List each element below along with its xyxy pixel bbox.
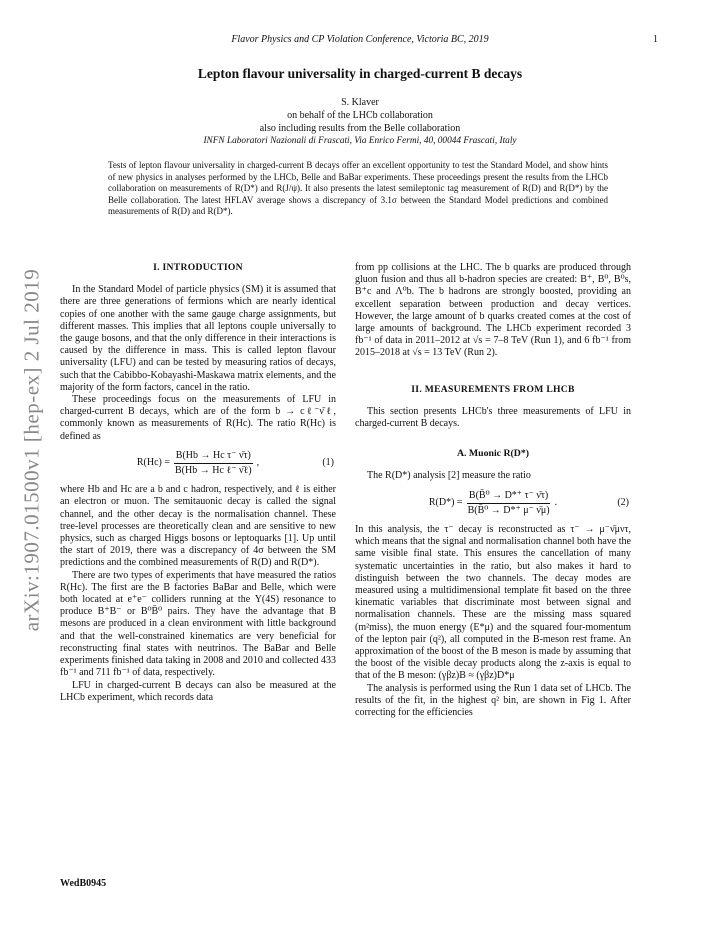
paragraph: where Hb and Hc are a b and c hadron, respectively, and ℓ is either an electron or muon. The semitauonic decay is called the signal channel, and the other decay is the normalisation channel. These tree-level processes are theoretically clean and are sensitive to new physics, such as charged Higgs bosons or leptoquarks [1]. Up until the start of 2019, there was a discrepancy of 4σ between the SM predictions and the combined measurements of R(D) and R(D*).: [60, 484, 336, 569]
arxiv-stamp: arXiv:1907.01500v1 [hep-ex] 2 Jul 2019: [19, 268, 44, 632]
equation-number: (1): [322, 457, 334, 469]
equation-fraction: [173, 450, 254, 477]
subsection-title-muonic: A. Muonic R(D*): [456, 448, 530, 460]
equation-denominator: B(B̄⁰ → D*⁺ μ⁻ ν̄μ): [467, 504, 550, 516]
paragraph: This section presents LHCb's three measurements of LFU in charged-current B decays.: [355, 405, 631, 430]
equation-numerator: B(Hb → Hc τ⁻ ν̄τ): [174, 450, 253, 464]
paragraph: These proceedings focus on the measurements of LFU in charged-current B decays, which are of the form b → cℓ⁻ν̄ℓ, commonly known as measurements of R(Hc). The ratio R(Hc) is defined as: [60, 394, 336, 442]
page-number: 1: [653, 34, 658, 45]
author-affiliation-2: also including results from the Belle collaboration: [259, 123, 461, 134]
author-name: S. Klaver: [341, 97, 379, 108]
equation-1: [60, 450, 336, 477]
equation-denominator: B(Hb → Hc ℓ⁻ ν̄ℓ): [175, 465, 252, 477]
paragraph: LFU in charged-current B decays can also be measured at the LHCb experiment, which records data: [60, 679, 336, 703]
equation-numerator: B(B̄⁰ → D*⁺ τ⁻ ν̄τ): [467, 490, 550, 504]
equation-lhs: R(D*) =: [428, 497, 463, 509]
author-institution: INFN Laboratori Nazionali di Frascati, Via Enrico Fermi, 40, 00044 Frascati, Italy: [203, 136, 517, 146]
paragraph: There are two types of experiments that have measured the ratios R(Hc). The first are the B factories BaBar and Belle, which were both located at e⁺e⁻ colliders running at the Υ(4S) resonance to produce B⁺B⁻ or B⁰B̄⁰ pairs. They have the advantage that B mesons are produced in a clean environment with little background and that the well-constrained kinematics are very beneficial for reconstructing final states with neutrinos. The BaBar and Belle experiments finished data taking in 2008 and 2010 and collected 433 fb⁻¹ and 711 fb⁻¹ of data, respectively.: [60, 569, 336, 679]
running-head: Flavor Physics and CP Violation Conference, Victoria BC, 2019: [231, 34, 489, 45]
section-title-introduction: I. INTRODUCTION: [153, 262, 243, 273]
paragraph: In the Standard Model of particle physics (SM) it is assumed that there are three generations of fermions which are nearly identical copies of one another with the same gauge charge assignments, but different masses. This implies that all leptons couple universally to the gauge bosons, and that the only difference in their interactions is caused by the difference in mass. This is called lepton flavour universality (LFU) and can be tested by measuring ratios of decays, such that the Cabibbo-Kobayashi-Maskawa matrix elements, and the majority of the form factors, cancel in the ratio.: [60, 284, 336, 393]
abstract: Tests of lepton flavour universality in charged-current B decays offer an excellent opportunity to test the Standard Model, and show hints of new physics in analyses performed by the LHCb, Belle and BaBar experiments. These proceedings present the results from the LHCb collaboration on measurements of R(D*) and R(J/ψ). It also presents the latest semileptonic tag measurement of R(D) and R(D*) by the Belle collaboration. The latest HFLAV average shows a discrepancy of 3.1σ between the Standard Model predictions and combined measurements of R(D) and R(D*).: [108, 160, 608, 217]
right-column: [355, 262, 631, 719]
paragraph: The R(D*) analysis [2] measure the ratio: [367, 470, 531, 482]
equation-tail: ,: [256, 457, 260, 469]
paragraph: The analysis is performed using the Run 1 data set of LHCb. The results of the fit, in the highest q² bin, are shown in Fig 1. After correcting for the efficiencies: [355, 682, 631, 719]
equation-lhs: R(Hc) =: [136, 457, 171, 469]
paragraph: In this analysis, the τ⁻ decay is reconstructed as τ⁻ → μ⁻ν̄μντ, which means that the signal and normalisation channel both have the same visible final state. This ensures the cancellation of many systematic uncertainties in the ratio, but also makes it hard to distinguish between the two channels. The decay modes are measured using a multidimensional template fit based on the three kinematic variables that discriminate most between signal and normalisation channels. These are the missing mass squared (m²miss), the muon energy (E*μ) and the squared four-momentum of the lepton pair (q²), all computed in the B-meson rest frame. An approximation of the boost of the B meson is made by assuming that the boost of the visible decay products along the z-axis is equal to that of the B meson: (γβz)B ≈ (γβz)D*μ: [355, 524, 631, 682]
author-affiliation-1: on behalf of the LHCb collaboration: [287, 110, 433, 121]
equation-2: [355, 490, 631, 517]
left-column: [60, 262, 336, 704]
paragraph: from pp collisions at the LHC. The b quarks are produced through gluon fusion and thus all b-hadron species are created: B⁺, B⁰, B⁰s, B⁺c and Λ⁰b. The b hadrons are strongly boosted, providing an excellent separation between production and decay vertices. However, the large amount of b quarks created comes at the cost of large amounts of background. The LHCb experiment recorded 3 fb⁻¹ of data in 2011–2012 at √s = 7–8 TeV (Run 1), and 6 fb⁻¹ from 2015–2018 at √s = 13 TeV (Run 2).: [355, 262, 631, 359]
section-title-measurements: II. MEASUREMENTS FROM LHCB: [411, 383, 575, 395]
author-block: [0, 96, 720, 148]
equation-tail: .: [554, 497, 558, 509]
footer-code: WedB0945: [60, 878, 107, 889]
equation-number: (2): [617, 497, 629, 509]
equation-fraction: [466, 490, 552, 517]
paper-title: Lepton flavour universality in charged-current B decays: [197, 66, 523, 81]
arxiv-stamp-container: [12, 250, 52, 650]
